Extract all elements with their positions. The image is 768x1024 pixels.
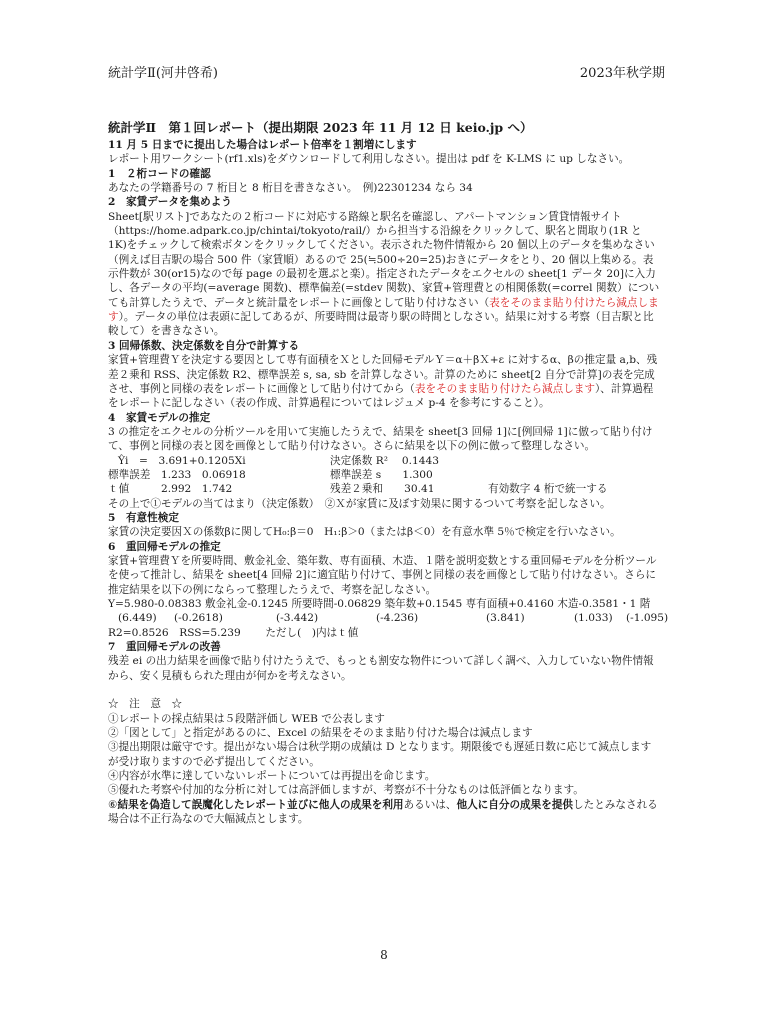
residual-sum-squares: 残差２乗和 30.41	[330, 483, 435, 496]
section-2-title: 2 家賃データを集めよう	[108, 196, 232, 209]
t-value: (-1.095)	[626, 612, 669, 625]
note-3: ③提出期限は厳守です。提出がない場合は秋学期の成績は D となります。期限後でも遅延日数に応じて減点しますが受け取りますので必ず提出してください。	[108, 741, 652, 768]
report-body	[108, 120, 669, 827]
note-6-or: あるいは、	[403, 798, 457, 811]
section-4-body: 3 の推定をエクセルの分析ツールを用いて実施したうえで、結果を sheet[3 回帰 1]に[例回帰 1]に倣って貼り付けて、事例と同様の表と図を画像として貼り付けなさい。さらに結果を以下の例に倣って整理しなさい。	[108, 425, 653, 453]
t-value: (6.449)	[118, 612, 157, 625]
regression-std-error: 標準誤差 s 1.300	[330, 468, 433, 481]
note-6-forgery: 結果を偽造して誤魔化したレポート並びに他人の成果を利用	[117, 798, 404, 811]
note-1: ①レポートの採点結果は５段階評価し WEB で公表します	[108, 712, 385, 725]
section-3-title: 3 回帰係数、決定係数を自分で計算する	[108, 339, 300, 352]
section-7-body: 残差 ei の出力結果を画像で貼り付けたうえで、もっとも割安な物件について詳しく調べ、入力していない物件情報から、安く見積もられた理由が何かを考えなさい。	[108, 655, 654, 682]
spacer	[108, 683, 660, 697]
coef-t-values: ｔ値 2.992 1.742	[108, 483, 233, 496]
section-5-body: 家賃の決定要因Ｘの係数βに関してH₀:β＝0 H₁:β＞0（またはβ＜0）を有意水準 5％で検定を行いなさい。	[108, 526, 621, 539]
section-2-text-b: ）。データの単位は表頭に記してあるが、所要時間は最寄り駅の時間としなさい。結果に対する考察（目吉駅と比較して）を書きなさい。	[108, 311, 654, 338]
note-5: ⑤優れた考察や付加的な分析に対しては高評価しますが、考察が不十分なものは低評価となります。	[108, 784, 584, 797]
t-value: (3.841)	[486, 612, 525, 625]
section-7-title: 7 重回帰モデルの改善	[108, 641, 221, 654]
note-6-penalty: したとみなされる場合は不正行為なので大幅減点とします。	[108, 798, 658, 826]
coef-std-errors: 標準誤差 1.233 0.06918	[108, 468, 246, 481]
section-3-text-b: ）、計算過程をレポートに記しなさい（表の作成、計算過程についてはレジュメ p-4 を参考にすること）。	[108, 382, 654, 410]
note-4: ④内容が水準に達していないレポートについては再提出を命じます。	[108, 770, 436, 783]
section-1-body: あなたの学籍番号の 7 桁目と 8 桁目を書きなさい。 例)22301234 なら 34	[108, 182, 473, 195]
section-2-warning: 表をそのまま貼り付けたら減点します	[108, 296, 659, 324]
intro-text: レポート用ワークシート(rf1.xls)をダウンロードして利用しなさい。提出は pdf を K-LMS に up しなさい。	[108, 153, 630, 166]
section-6-title: 6 重回帰モデルの推定	[108, 540, 221, 553]
t-value: (1.033)	[574, 612, 613, 625]
result-row-t-value	[108, 482, 660, 496]
notes-title: ☆ 注 意 ☆	[108, 698, 183, 711]
section-6-body: 家賃+管理費Ｙを所要時間、敷金礼金、築年数、専有面積、木造、１階を説明変数とする重回帰モデルを分析ツールを使って推計し、結果を sheet[4 回帰 2]に適宜貼り付けて、事例と同様の表を画像として貼り付けなさい。さらに推定結果を以下の例にならって整理したうえで、考察を記しなさい。	[108, 554, 657, 596]
note-6	[108, 798, 660, 827]
note-6-marker: ⑥	[108, 798, 118, 811]
regression-equation: Ŷi = 3.691+0.1205Xi	[118, 454, 246, 467]
section-2-body	[108, 210, 660, 339]
section-3-body	[108, 353, 660, 410]
multiple-regression-fit: R2=0.8526 RSS=5.239 ただし( )内はｔ値	[108, 626, 359, 639]
note-2: ②「図として」と指定があるのに、Excel の結果をそのまま貼り付けた場合は減点します	[108, 727, 533, 740]
section-2-text-a: Sheet[駅リスト]であなたの２桁コードに対応する路線と駅名を確認し、アパートマンション賃貸情報サイト（https://home.adpark.co.jp/chintai/tokyoto/rail/）から担当する沿線をクリックして、駅名と間取り(1R と 1K)をチェックして検索ボタンをクリックしてください。表示された物件情報から 20 個以上のデータを集めなさい（例えば目吉駅の場合 500 件（家賃順）あるので 25(≒500÷20=25)おきにデータをとり、20 個以上集める。表示件数が 30(or15)なので毎 page の最初を選ぶと楽）。指定されたデータをエクセルの sheet[1 データ 20]に入力し、各データの平均(=average 関数)、標準偏差(=stdev 関数)、家賃+管理費との相関係数(=correl 関数）についても計算したうえで、データと統計量をレポートに画像として貼り付けなさい（	[108, 210, 660, 309]
r-squared: 決定係数 R² 0.1443	[330, 454, 439, 467]
section-1-title: 1 ２桁コードの確認	[108, 167, 211, 180]
t-value: (-4.236)	[376, 612, 419, 625]
result-row-estimate	[108, 454, 660, 468]
t-value: (-0.2618)	[174, 612, 223, 625]
header-course: 統計学Ⅱ(河井啓希)	[108, 66, 218, 81]
section-3-warning: 表をそのまま貼り付けたら減点します	[414, 382, 595, 395]
section-4-followup: その上で①モデルの当てはまり（決定係数） ②Ｘが家賃に及ぼす効果に関するついて考察を記しなさい。	[108, 497, 611, 510]
section-3-text-a: 家賃+管理費Ｙを決定する要因として専有面積をＸとした回帰モデルＹ＝α＋βＸ+ε に対するα、βの推定量 a,b、残差２乗和 RSS、決定係数 R2、標準誤差 s, sa, sb を計算しなさい。計算のために sheet[2 自分で計算]の表を完成させ、事例と同様の表をレポートに画像として貼り付けてから（	[108, 354, 658, 395]
page-number: 8	[380, 948, 388, 962]
multiple-regression-equation: Y=5.980-0.08383 敷金礼金-0.1245 所要時間-0.06829 築年数+0.1545 専有面積+0.4160 木造-0.3581・1 階	[108, 598, 651, 610]
significant-digits-note: 有効数字 4 桁で統一する	[488, 483, 608, 496]
early-bonus-note: 11 月 5 日までに提出した場合はレポート倍率を１割増にします	[108, 139, 417, 151]
note-6-providing: 他人に自分の成果を提供	[456, 798, 574, 811]
report-title: 統計学Ⅱ 第１回レポート（提出期限 2023 年 11 月 12 日 keio.jp へ）	[108, 120, 533, 135]
t-value: (-3.442)	[276, 612, 319, 625]
multiple-regression-t-values	[108, 611, 669, 625]
section-4-title: 4 家賃モデルの推定	[108, 411, 211, 424]
section-5-title: 5 有意性検定	[108, 511, 179, 524]
header-term: 2023年秋学期	[579, 66, 665, 81]
result-row-std-error	[108, 468, 660, 482]
